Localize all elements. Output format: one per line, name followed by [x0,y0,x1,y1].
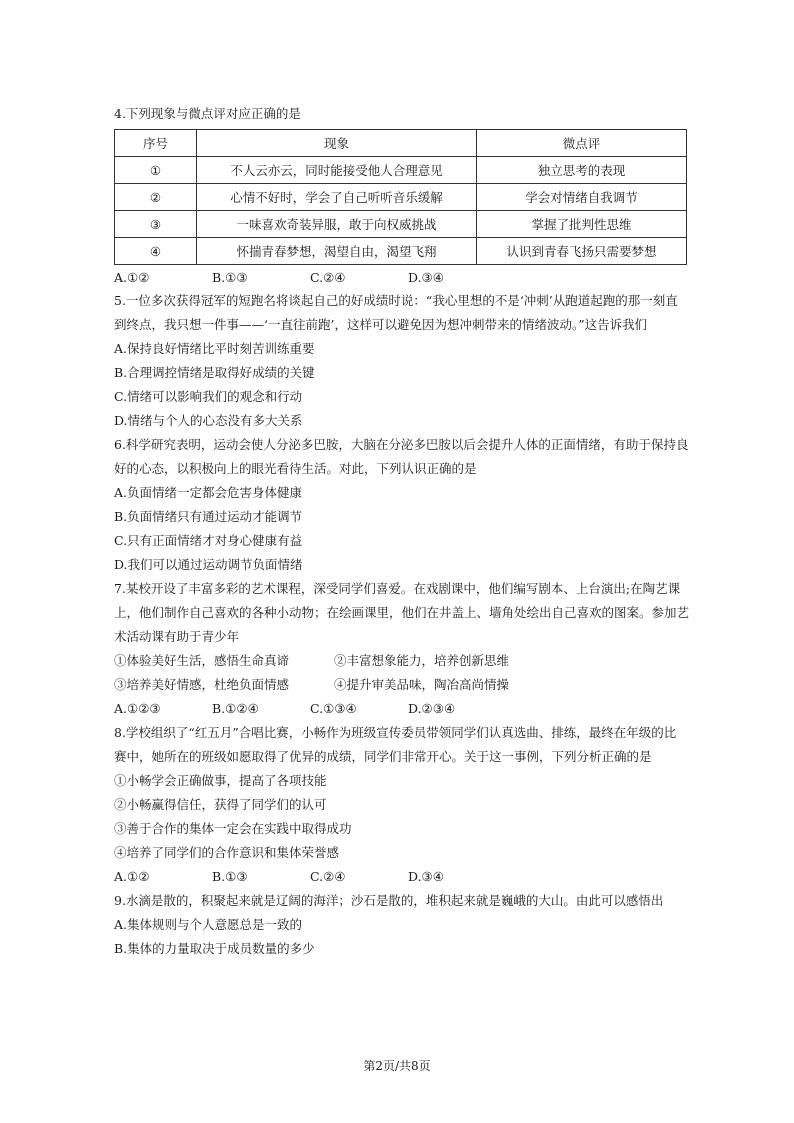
table-cell: 认识到青春飞扬只需要梦想 [477,238,687,265]
q9-option-b: B.集体的力量取决于成员数量的多少 [114,941,315,956]
q8-statement-1: ①小畅学会正确做事，提高了各项技能 [114,773,327,788]
q7-stem-line-3: 术活动课有助于青少年 [114,629,240,644]
q5-option-b: B.合理调控情绪是取得好成绩的关键 [114,365,315,380]
table-cell: 独立思考的表现 [477,157,687,184]
table-cell: 掌握了批判性思维 [477,211,687,238]
header-cell: 微点评 [477,130,687,157]
table-cell: 怀揣青春梦想，渴望自由，渴望飞翔 [197,238,477,265]
q6-stem-line-1: 6.科学研究表明，运动会使人分泌多巴胺，大脑在分泌多巴胺以后会提升人体的正面情绪，有助于保持良 [114,437,689,452]
table-cell: 心情不好时，学会了自己听听音乐缓解 [197,184,477,211]
table-header-row [115,130,687,157]
q7-statement-3: ③培养美好情感，杜绝负面情感 [114,677,290,692]
table-cell: ④ [115,238,197,265]
q5-option-a: A.保持良好情绪比平时刻苦训练重要 [114,341,315,356]
table-cell: ② [115,184,197,211]
option-b: B.①②④ [212,701,259,716]
table-cell: ① [115,157,197,184]
q9-option-a: A.集体规则与个人意愿总是一致的 [114,917,303,932]
q8-stem-line-1: 8.学校组织了“红五月”合唱比赛，小畅作为班级宣传委员带领同学们认真选曲、排练，最终在年级的比 [114,725,677,740]
option-b: B.①③ [212,270,248,285]
q7-stem-line-1: 7.某校开设了丰富多彩的艺术课程，深受同学们喜爱。在戏剧课中，他们编写剧本、上台演出;在陶艺课 [114,581,681,596]
q8-statement-2: ②小畅赢得信任，获得了同学们的认可 [114,797,327,812]
page-number: 第2页/共8页 [363,1059,431,1073]
q5-stem-line-1: 5.一位多次获得冠军的短跑名将谈起自己的好成绩时说：“我心里想的不是‘冲刺’从跑道起跑的那一刻直 [114,293,678,308]
q5-option-c: C.情绪可以影响我们的观念和行动 [114,389,303,404]
q5-stem-line-2: 到终点，我只想一件事——‘一直往前跑’，这样可以避免因为想冲刺带来的情绪波动。”这告诉我们 [114,317,648,332]
q6-option-b: B.负面情绪只有通过运动才能调节 [114,509,303,524]
table-cell: 一味喜欢奇装异服，敢于向权威挑战 [197,211,477,238]
q7-statement-4: ④提升审美品味，陶冶高尚情操 [334,677,510,692]
header-cell: 序号 [115,130,197,157]
option-c: C.②④ [310,869,346,884]
q4-stem: 4.下列现象与微点评对应正确的是 [114,106,301,121]
table-row [115,211,687,238]
q7-statement-1: ①体验美好生活，感悟生命真谛 [114,653,290,668]
q9-stem: 9.水滴是散的，积聚起来就是辽阔的海洋；沙石是散的，堆积起来就是巍峨的大山。由此可以感悟出 [114,893,664,908]
option-d: D.③④ [408,270,444,285]
q6-option-c: C.只有正面情绪才对身心健康有益 [114,533,303,548]
q6-stem-line-2: 好的心态，以积极向上的眼光看待生活。对此，下列认识正确的是 [114,461,477,476]
option-c: C.②④ [310,270,346,285]
q4-options [114,270,506,286]
option-a: A.①② [114,869,150,884]
option-a: A.①②③ [114,701,161,716]
table-cell: ③ [115,211,197,238]
q4-table [114,129,687,265]
table-cell: 不人云亦云，同时能接受他人合理意见 [197,157,477,184]
q8-statement-4: ④培养了同学们的合作意识和集体荣誉感 [114,845,340,860]
q8-statement-3: ③善于合作的集体一定会在实践中取得成功 [114,821,352,836]
q7-statement-2: ②丰富想象能力，培养创新思维 [334,653,510,668]
q5-option-d: D.情绪与个人的心态没有多大关系 [114,413,303,428]
option-d: D.③④ [408,869,444,884]
table-row [115,238,687,265]
table-cell: 学会对情绪自我调节 [477,184,687,211]
option-d: D.②③④ [408,701,456,716]
table-row [115,157,687,184]
option-b: B.①③ [212,869,248,884]
table-row [115,184,687,211]
header-cell: 现象 [197,130,477,157]
option-a: A.①② [114,270,150,285]
q8-stem-line-2: 赛中，她所在的班级如愿取得了优异的成绩，同学们非常开心。关于这一事例，下列分析正确的是 [114,749,652,764]
q7-options [114,701,506,717]
q6-option-d: D.我们可以通过运动调节负面情绪 [114,557,303,572]
q6-option-a: A.负面情绪一定都会危害身体健康 [114,485,303,500]
q7-stem-line-2: 上，他们制作自己喜欢的各种小动物；在绘画课里，他们在井盖上、墙角处绘出自己喜欢的图案。参加艺 [114,605,690,620]
q8-options [114,869,506,885]
option-c: C.①③④ [310,701,357,716]
